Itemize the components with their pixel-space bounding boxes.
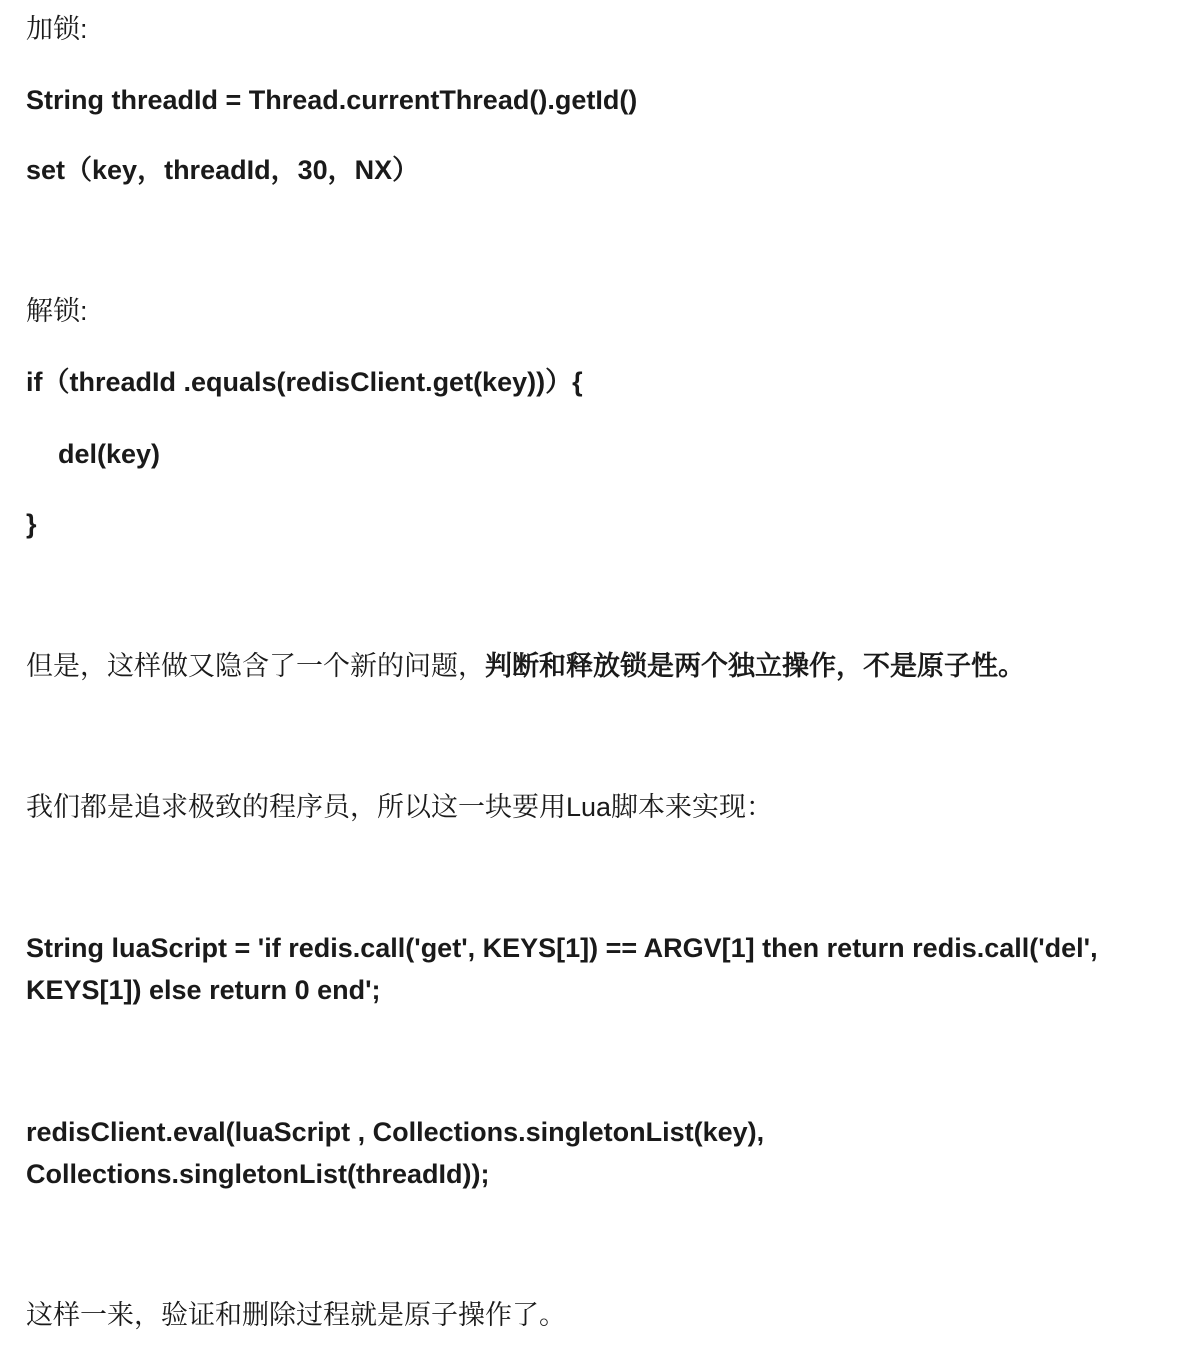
problem-paragraph (26, 645, 1025, 687)
eval-call-line-1: redisClient.eval(luaScript , Collections.singletonList(key), (26, 1117, 765, 1147)
unlock-code-line-2: del(key) (58, 439, 161, 469)
unlock-code-line-3: } (26, 509, 37, 539)
lua-script-line-2: KEYS[1]) else return 0 end'; (26, 975, 381, 1005)
lua-script-line-1: String luaScript = 'if redis.call('get', KEYS[1]) == ARGV[1] then return redis.call('del', (26, 933, 1098, 963)
lock-heading: 加锁: (26, 14, 88, 44)
lock-code-line-1: String threadId = Thread.currentThread().getId() (26, 85, 638, 115)
unlock-code-line-1: if（threadId .equals(redisClient.get(key))）{ (26, 367, 583, 397)
lock-code-line-2: set（key，threadId，30，NX） (26, 155, 420, 185)
eval-call-line-2: Collections.singletonList(threadId)); (26, 1159, 490, 1189)
unlock-heading: 解锁: (26, 296, 88, 326)
conclusion-paragraph: 这样一来，验证和删除过程就是原子操作了。 (26, 1300, 566, 1330)
problem-bold-text: 判断和释放锁是两个独立操作，不是原子性。 (485, 651, 1025, 681)
lua-intro-paragraph: 我们都是追求极致的程序员，所以这一块要用Lua脚本来实现： (26, 792, 774, 822)
problem-plain-text: 但是，这样做又隐含了一个新的问题， (26, 651, 485, 681)
